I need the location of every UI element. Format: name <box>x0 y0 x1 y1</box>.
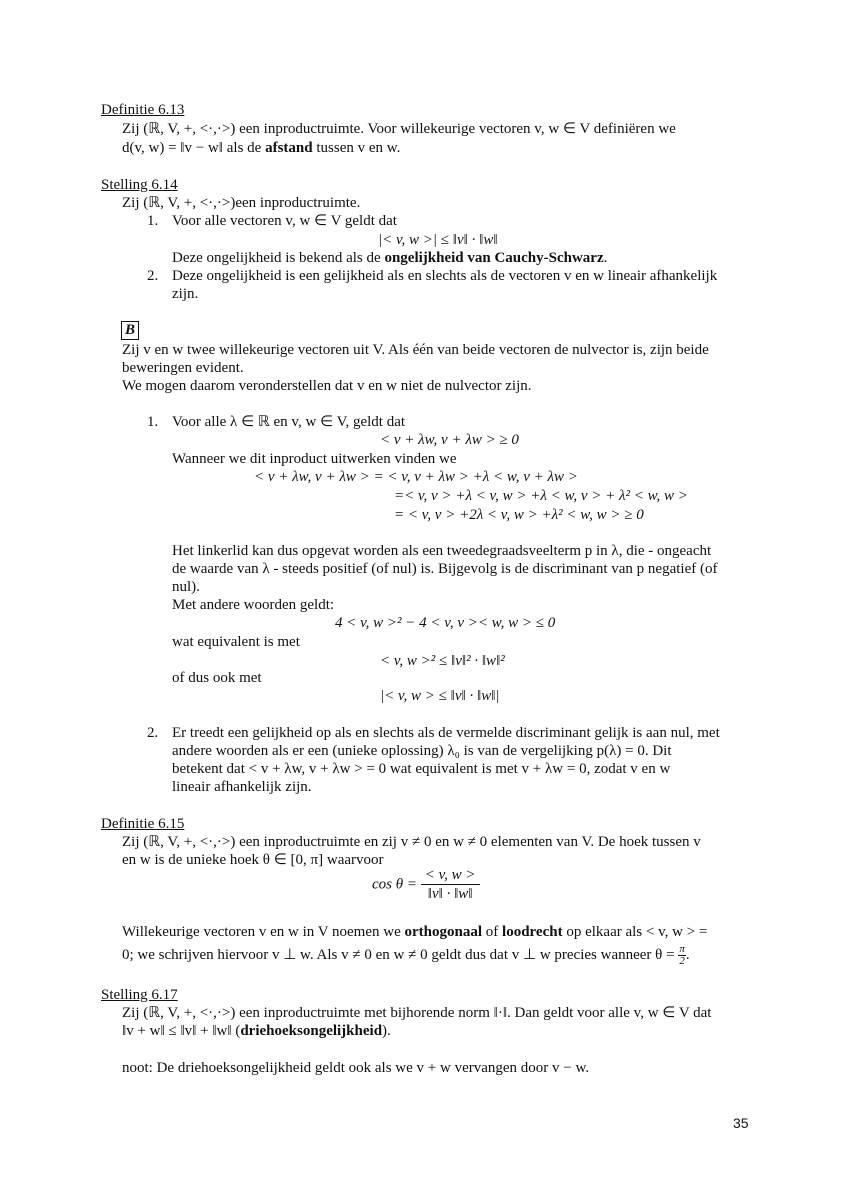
proof-item-1-line-1: Voor alle λ ∈ ℝ en v, w ∈ V, geldt dat <box>172 414 406 430</box>
distance-formula: d(v, w) = ‖v − w‖ als de <box>122 140 266 156</box>
proof-formula-discriminant: 4 < v, w >² − 4 < v, v >< w, w > ≤ 0 <box>335 615 556 631</box>
distance-term: afstand <box>265 140 313 156</box>
definition-6-13-line-1: Zij (ℝ, V, +, <·,·>) een inproductruimte. Voor willekeurige vectoren v, w ∈ V definiëren we <box>122 121 676 137</box>
proof-line-1: Zij v en w twee willekeurige vectoren uit V. Als één van beide vectoren de nulvector is, zijn beide <box>122 342 709 358</box>
proof-box-label: B <box>121 321 139 340</box>
cauchy-schwarz-intro: Deze ongelijkheid is bekend als de <box>172 250 385 266</box>
definition-6-13-heading: Definitie 6.13 <box>101 102 185 118</box>
proof-item-1-line-7: wat equivalent is met <box>172 634 300 650</box>
proof-item-1-line-5: nul). <box>172 579 200 595</box>
theorem-6-14-item-1-note <box>172 249 607 267</box>
pi-numerator: π <box>679 943 685 955</box>
cauchy-schwarz-formula: |< v, w >| ≤ ‖v‖ · ‖w‖ <box>378 232 498 248</box>
proof-item-2-line-1: Er treedt een gelijkheid op als en slechts als de vermelde discriminant gelijk is aan nul, met <box>172 725 720 741</box>
orthogonal-line-2 <box>122 944 690 967</box>
theorem-6-14-item-1-text: Voor alle vectoren v, w ∈ V geldt dat <box>172 213 397 229</box>
orthogonal-or: of <box>482 924 503 940</box>
theorem-6-14-heading: Stelling 6.14 <box>101 177 178 193</box>
theorem-6-14-item-1-number: 1. <box>147 213 159 229</box>
theorem-6-14-item-2-line-2: zijn. <box>172 286 199 302</box>
proof-item-1-line-6: Met andere woorden geldt: <box>172 597 335 613</box>
definition-6-15-line-1: Zij (ℝ, V, +, <·,·>) een inproductruimte en zij v ≠ 0 en w ≠ 0 elementen van V. De hoek tussen v <box>122 834 701 850</box>
triangle-inequality-formula: ‖v + w‖ ≤ ‖v‖ + ‖w‖ ( <box>122 1023 241 1039</box>
theorem-6-17-heading: Stelling 6.17 <box>101 987 178 1003</box>
proof-formula-expand-3: = < v, v > +2λ < v, w > +λ² < w, w > ≥ 0 <box>394 507 644 523</box>
cosine-lhs: cos θ = <box>372 876 417 893</box>
cauchy-schwarz-period: . <box>603 250 608 266</box>
orthogonal-period: . <box>685 946 690 963</box>
cosine-formula <box>372 866 480 903</box>
proof-formula-nonneg: < v + λw, v + λw > ≥ 0 <box>380 432 519 448</box>
proof-item-1-number: 1. <box>147 414 159 430</box>
orthogonal-condition: op elkaar als < v, w > = <box>562 924 708 940</box>
proof-line-2: beweringen evident. <box>122 360 244 376</box>
definition-6-15-heading: Definitie 6.15 <box>101 816 185 832</box>
perpendicular-term: loodrecht <box>502 924 563 940</box>
cosine-denominator: ‖v‖ · ‖w‖ <box>427 886 473 902</box>
proof-formula-final: |< v, w > ≤ ‖v‖ · ‖w‖| <box>380 688 500 704</box>
cosine-fraction <box>421 866 480 903</box>
proof-line-3: We mogen daarom veronderstellen dat v en w niet de nulvector zijn. <box>122 378 532 394</box>
theorem-6-14-item-2-number: 2. <box>147 268 159 284</box>
orthogonal-line-1 <box>122 923 707 941</box>
cauchy-schwarz-term: ongelijkheid van Cauchy-Schwarz <box>384 250 604 266</box>
page-number: 35 <box>733 1115 749 1131</box>
theorem-6-17-line-1: Zij (ℝ, V, +, <·,·>) een inproductruimte met bijhorende norm ‖·‖. Dan geldt voor alle v, w ∈ V dat <box>122 1005 712 1021</box>
proof-item-2-line-3: betekent dat < v + λw, v + λw > = 0 wat equivalent is met v + λw = 0, zodat v en w <box>172 761 671 777</box>
proof-item-2-line-2: andere woorden als er een (unieke oplossing) λ₀ is van de vergelijking p(λ) = 0. Dit <box>172 743 672 759</box>
orthogonal-term: orthogonaal <box>404 924 483 940</box>
cosine-numerator: < v, w > <box>421 866 480 885</box>
pi-denominator: 2 <box>679 955 685 967</box>
pi-over-two <box>678 944 686 967</box>
orthogonal-notation: 0; we schrijven hiervoor v ⊥ w. Als v ≠ 0 en w ≠ 0 geldt dus dat v ⊥ w precies wanneer θ = <box>122 946 679 963</box>
theorem-6-14-item-2-line-1: Deze ongelijkheid is een gelijkheid als en slechts als de vectoren v en w lineair afhankelijk <box>172 268 718 284</box>
definition-6-15-line-2: en w is de unieke hoek θ ∈ [0, π] waarvoor <box>122 852 384 868</box>
proof-formula-expand-2: =< v, v > +λ < v, w > +λ < w, v > + λ² < w, w > <box>394 488 688 504</box>
proof-item-1-line-3: Het linkerlid kan dus opgevat worden als een tweedegraadsveelterm p in λ, die - ongeacht <box>172 543 712 559</box>
proof-item-1-line-2: Wanneer we dit inproduct uitwerken vinden we <box>172 451 457 467</box>
triangle-inequality-term: driehoeksongelijkheid <box>240 1023 383 1039</box>
triangle-inequality-note: noot: De driehoeksongelijkheid geldt ook als we v + w vervangen door v − w. <box>122 1060 590 1076</box>
proof-formula-squared: < v, w >² ≤ ‖v‖² · ‖w‖² <box>380 653 505 669</box>
proof-item-2-line-4: lineair afhankelijk zijn. <box>172 779 312 795</box>
theorem-6-17-line-2 <box>122 1022 391 1040</box>
proof-item-1-line-8: of dus ook met <box>172 670 262 686</box>
proof-item-1-line-4: de waarde van λ - steeds positief (of nul) is. Bijgevolg is de discriminant van p negatief (of <box>172 561 718 577</box>
triangle-inequality-close: ). <box>382 1023 391 1039</box>
proof-formula-expand-1: < v + λw, v + λw > = < v, v + λw > +λ < w, v + λw > <box>254 469 578 485</box>
definition-6-13-line-2 <box>122 139 400 157</box>
orthogonal-intro: Willekeurige vectoren v en w in V noemen we <box>122 924 405 940</box>
definition-6-13-tail: tussen v en w. <box>312 140 401 156</box>
theorem-6-14-line-1: Zij (ℝ, V, +, <·,·>)een inproductruimte. <box>122 195 361 211</box>
proof-item-2-number: 2. <box>147 725 159 741</box>
